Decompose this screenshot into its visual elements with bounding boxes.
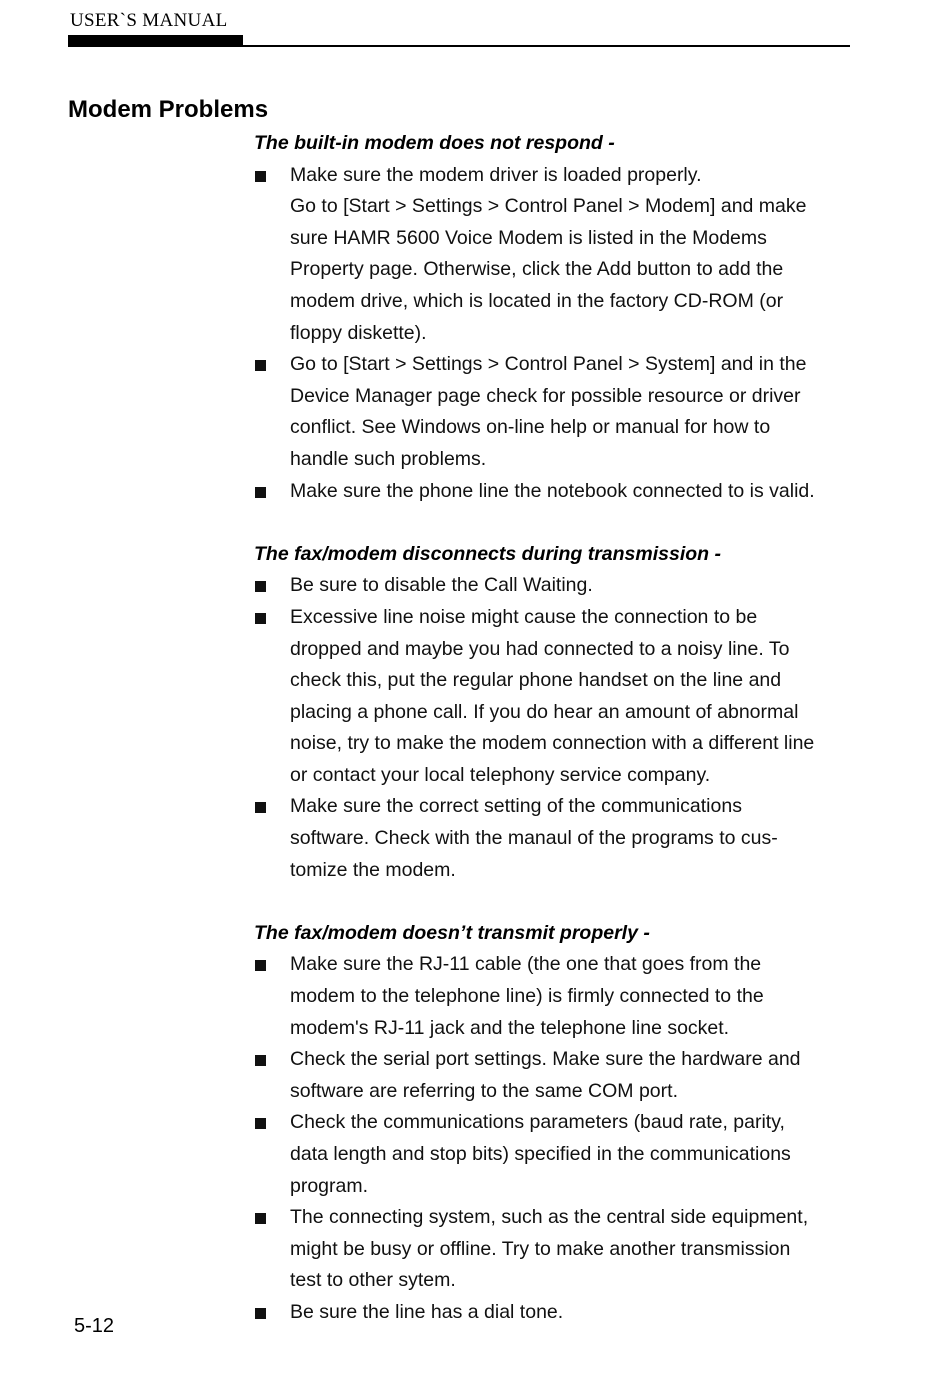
item-line: tomize the modem. <box>290 858 456 881</box>
item-line: data length and stop bits) specified in the communications <box>290 1143 791 1165</box>
list-item <box>254 570 854 602</box>
item-line: The connecting system, such as the central side equipment, <box>290 1206 809 1229</box>
item-line: dropped and maybe you had connected to a noisy line. To <box>290 637 790 660</box>
square-bullet-icon <box>255 171 266 182</box>
page-number: 5-12 <box>74 1315 115 1337</box>
item-line: check this, put the regular phone handset on the line and <box>290 669 782 692</box>
section-spacer <box>254 886 854 918</box>
item-line: Go to [Start > Settings > Control Panel > System] and in the <box>290 353 807 376</box>
section-fax-disconnects <box>254 539 854 887</box>
section-heading: The built-in modem does not respond - <box>254 132 615 154</box>
item-line: Be sure the line has a dial tone. <box>290 1300 564 1323</box>
square-bullet-icon <box>255 1213 266 1224</box>
section-spacer <box>254 507 854 539</box>
item-line: placing a phone call. If you do hear an amount of abnormal <box>290 700 799 723</box>
square-bullet-icon <box>255 1055 266 1066</box>
square-bullet-icon <box>255 360 266 371</box>
running-header: USER`S MANUAL <box>70 10 228 31</box>
list-item <box>254 1202 854 1297</box>
square-bullet-icon <box>255 802 266 813</box>
item-line: test to other sytem. <box>290 1269 456 1292</box>
item-line: noise, try to make the modem connection with a different line <box>290 732 815 755</box>
item-line: Be sure to disable the Call Waiting. <box>290 574 593 597</box>
list-item <box>254 1297 854 1329</box>
square-bullet-icon <box>255 1118 266 1129</box>
content-column <box>254 128 854 1329</box>
square-bullet-icon <box>255 581 266 592</box>
item-line: conflict. See Windows on-line help or manual for how to <box>290 416 771 439</box>
list-item <box>254 349 854 475</box>
section-heading: The fax/modem disconnects during transmission - <box>254 542 722 565</box>
item-line: floppy diskette). <box>290 321 427 344</box>
list-item <box>254 160 854 350</box>
item-line: or contact your local telephony service company. <box>290 763 711 786</box>
square-bullet-icon <box>255 1308 266 1319</box>
list-item <box>254 476 854 508</box>
list-item <box>254 949 854 1044</box>
item-line: modem drive, which is located in the factory CD-ROM (or <box>290 289 784 312</box>
item-line: Make sure the phone line the notebook connected to is valid. <box>290 479 815 502</box>
list-item <box>254 1107 854 1202</box>
item-line: Check the communications parameters (baud rate, parity, <box>290 1111 785 1134</box>
item-line: might be busy or offline. Try to make another transmission <box>290 1237 791 1260</box>
item-line: sure HAMR 5600 Voice Modem is listed in the Modems <box>290 226 767 249</box>
list-item <box>254 602 854 792</box>
list-item <box>254 791 854 886</box>
item-line: Go to [Start > Settings > Control Panel > Modem] and make <box>290 195 807 218</box>
header-rule <box>68 45 850 47</box>
bullet-list <box>254 949 854 1328</box>
section-heading: The fax/modem doesn’t transmit properly - <box>254 921 650 944</box>
item-line: modem's RJ-11 jack and the telephone line socket. <box>290 1016 730 1039</box>
item-line: handle such problems. <box>290 447 487 470</box>
item-line: Make sure the modem driver is loaded properly. <box>290 163 702 186</box>
item-line: Property page. Otherwise, click the Add button to add the <box>290 258 784 281</box>
item-line: Make sure the RJ-11 cable (the one that goes from the <box>290 953 762 976</box>
list-item <box>254 1044 854 1107</box>
item-line: Device Manager page check for possible resource or driver <box>290 384 801 407</box>
item-line: software. Check with the manaul of the programs to cus- <box>290 827 778 850</box>
item-line: program. <box>290 1174 369 1197</box>
item-line: Excessive line noise might cause the connection to be <box>290 605 758 628</box>
section-modem-no-response <box>254 128 854 507</box>
section-title: Modem Problems <box>68 96 269 123</box>
bullet-list <box>254 160 854 508</box>
square-bullet-icon <box>255 960 266 971</box>
square-bullet-icon <box>255 613 266 624</box>
bullet-list <box>254 570 854 886</box>
item-line: Check the serial port settings. Make sure the hardware and <box>290 1048 801 1071</box>
item-line: Make sure the correct setting of the communications <box>290 795 742 818</box>
item-line: software are referring to the same COM port. <box>290 1079 678 1102</box>
square-bullet-icon <box>255 487 266 498</box>
item-line: modem to the telephone line) is firmly connected to the <box>290 985 764 1008</box>
section-fax-transmit <box>254 918 854 1329</box>
